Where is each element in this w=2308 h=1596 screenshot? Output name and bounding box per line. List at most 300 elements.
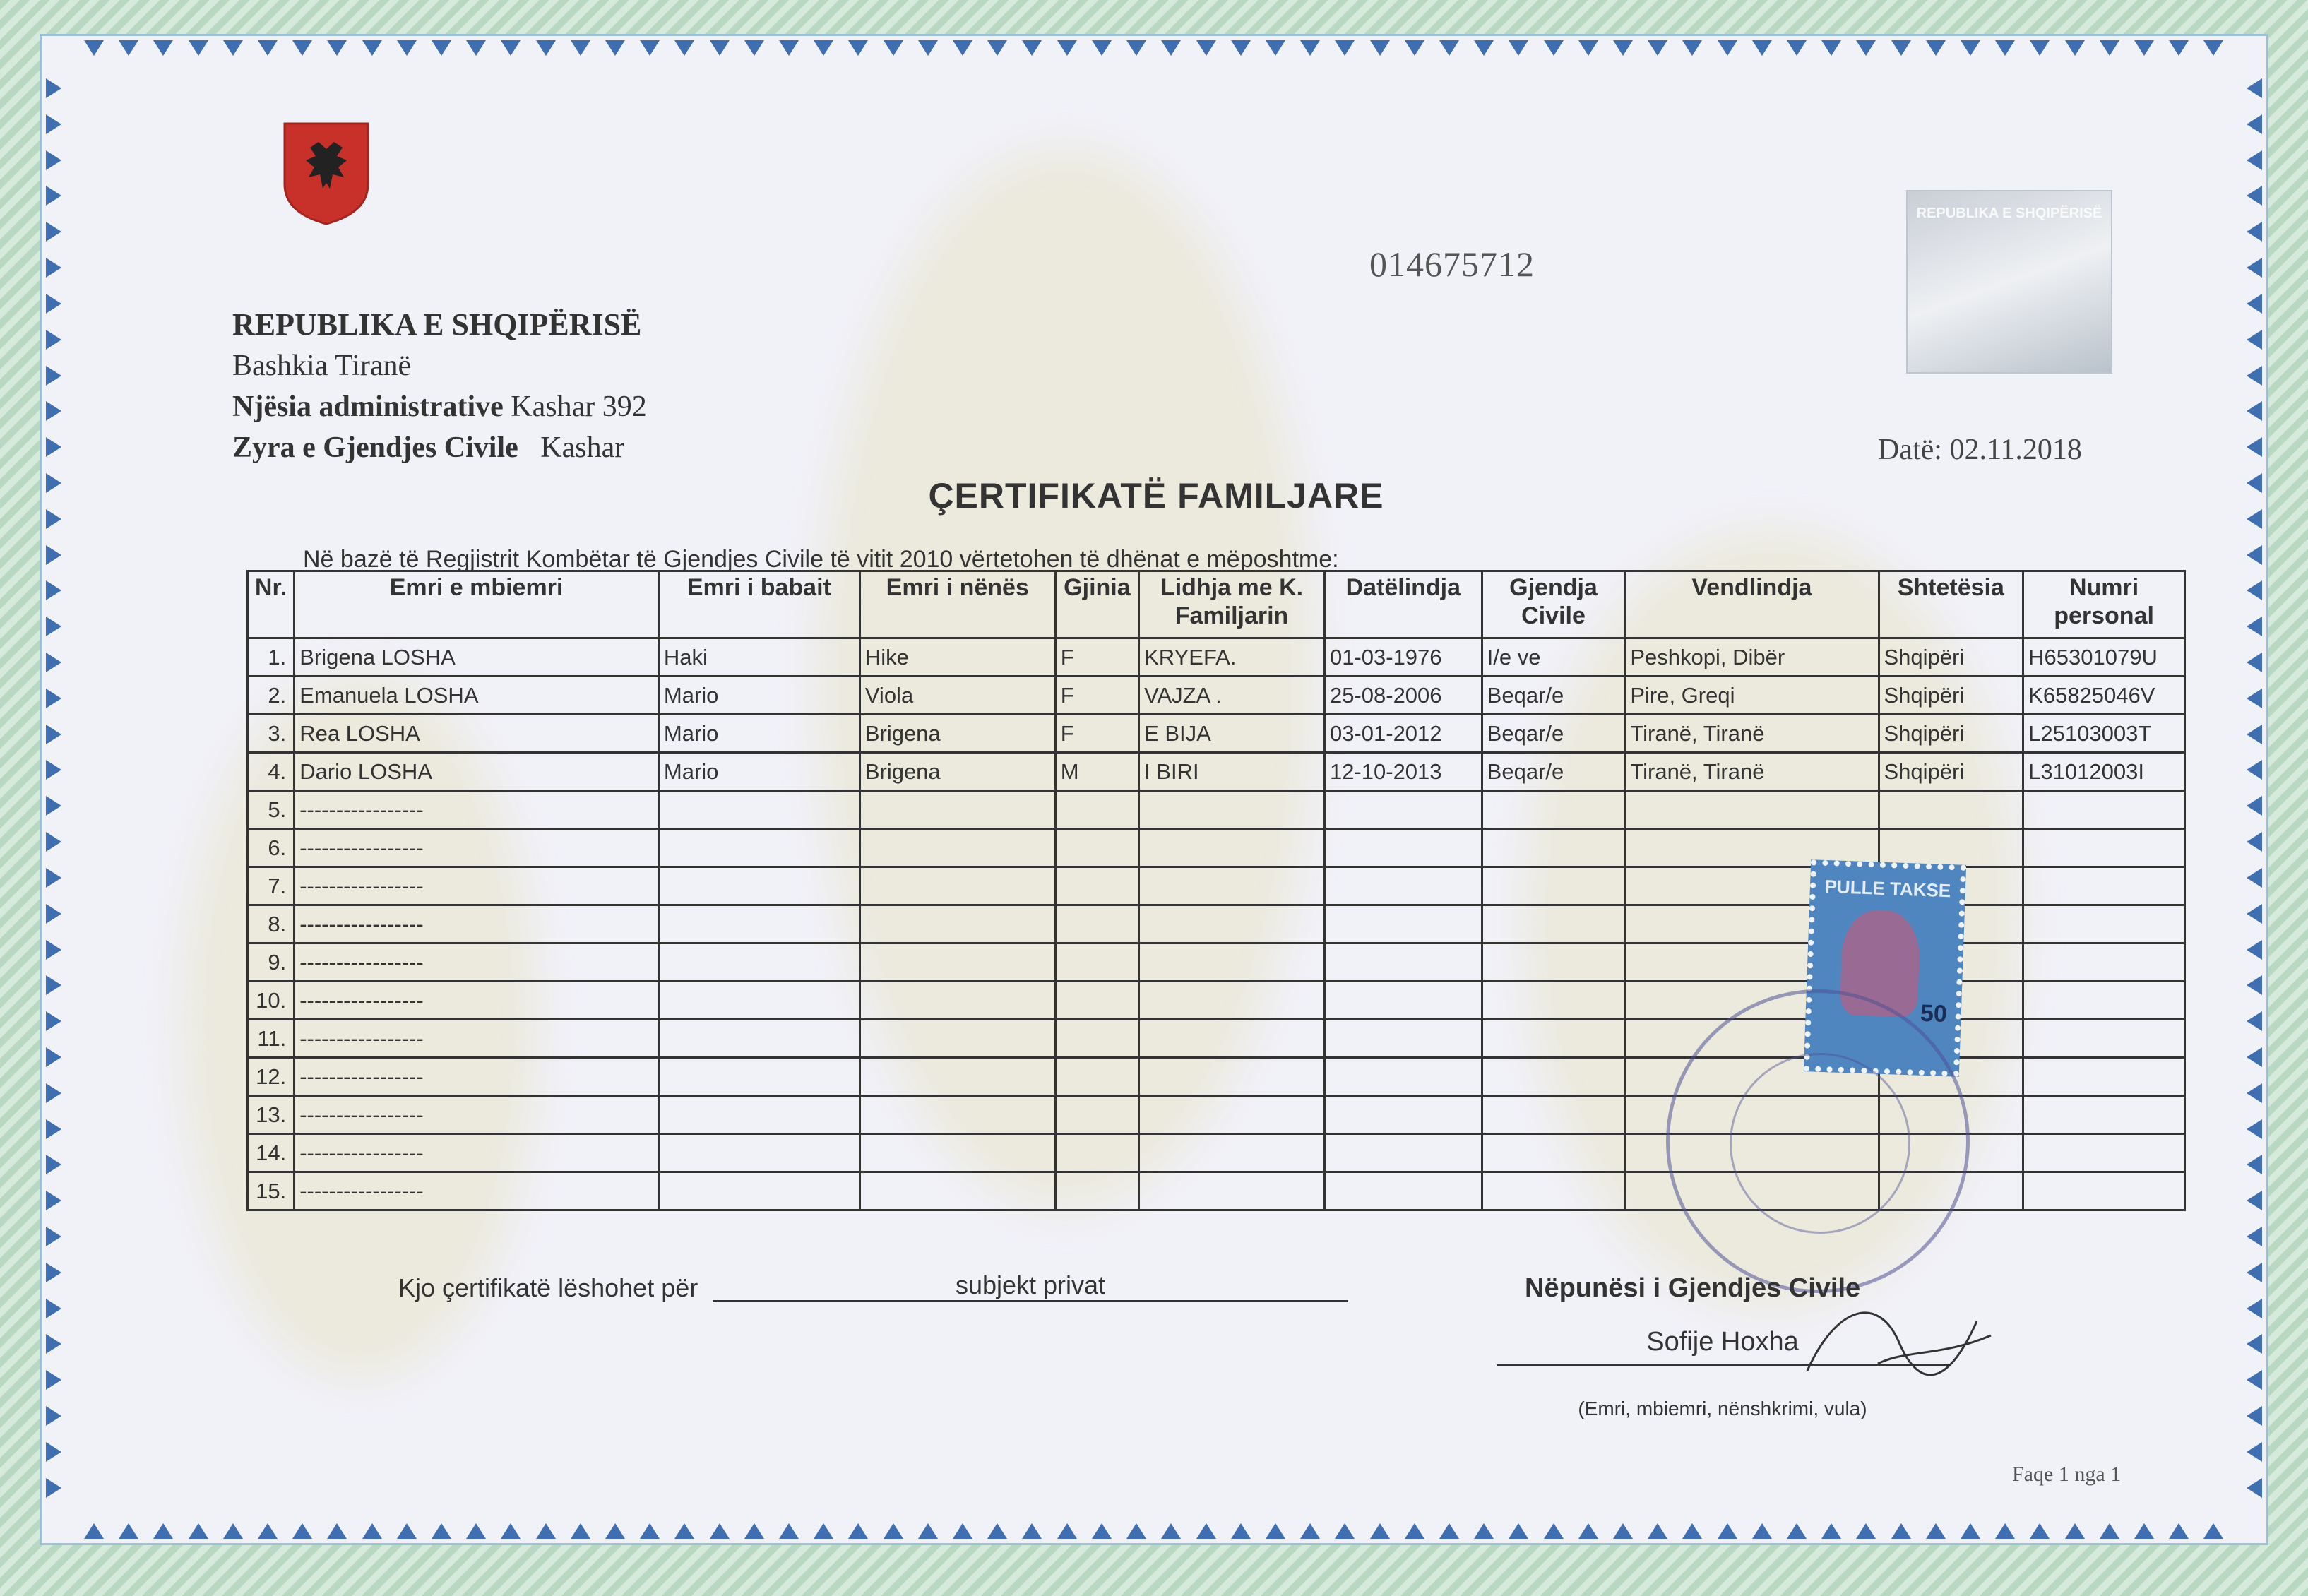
border-triangle — [501, 1523, 521, 1539]
border-triangle — [153, 1523, 173, 1539]
border-triangle — [884, 1523, 903, 1539]
table-cell — [658, 1172, 859, 1210]
border-triangle — [2247, 975, 2262, 995]
table-cell — [1482, 1058, 1625, 1096]
handwritten-signature — [1793, 1279, 2005, 1395]
border-triangle — [1405, 40, 1424, 56]
border-triangle — [1752, 40, 1772, 56]
border-triangle — [2247, 78, 2262, 98]
table-cell: Mario — [658, 753, 859, 791]
border-triangle — [46, 1406, 61, 1426]
table-row — [248, 677, 2185, 715]
border-triangle — [2065, 1523, 2085, 1539]
border-triangle — [2247, 653, 2262, 672]
table-cell — [1879, 829, 2023, 867]
border-triangle — [1613, 1523, 1633, 1539]
border-triangle — [1926, 40, 1946, 56]
border-triangle — [2247, 868, 2262, 888]
border-triangle — [2247, 617, 2262, 636]
border-triangle — [1439, 1523, 1459, 1539]
border-triangle — [1787, 40, 1807, 56]
table-row — [248, 791, 2185, 829]
border-triangle — [1057, 1523, 1077, 1539]
table-cell — [1324, 829, 1482, 867]
table-cell — [1324, 1058, 1482, 1096]
table-cell — [1055, 982, 1138, 1020]
border-triangle — [1022, 40, 1042, 56]
border-triangle — [46, 1370, 61, 1390]
border-triangle — [1821, 40, 1841, 56]
table-cell: ----------------- — [295, 1134, 659, 1172]
table-cell: L25103003T — [2023, 715, 2185, 753]
border-triangle — [710, 40, 730, 56]
border-triangle — [466, 40, 486, 56]
border-triangle — [1266, 1523, 1285, 1539]
border-triangle — [1335, 40, 1355, 56]
border-triangle — [571, 1523, 590, 1539]
border-triangle — [2247, 258, 2262, 278]
table-cell: Beqar/e — [1482, 677, 1625, 715]
border-triangle — [46, 78, 61, 98]
table-cell: F — [1055, 715, 1138, 753]
border-right-triangles — [2247, 78, 2262, 1498]
table-cell: Shqipëri — [1879, 638, 2023, 677]
border-top-triangles — [84, 40, 2224, 56]
border-triangle — [2247, 760, 2262, 780]
column-header: Emri i nënës — [859, 571, 1055, 638]
border-triangle — [2247, 904, 2262, 924]
table-cell — [1055, 905, 1138, 943]
border-triangle — [674, 1523, 694, 1539]
border-triangle — [640, 40, 660, 56]
table-cell: ----------------- — [295, 829, 659, 867]
document-title: ÇERTIFIKATË FAMILJARE — [928, 476, 1384, 516]
table-cell: Tiranë, Tiranë — [1625, 753, 1879, 791]
border-triangle — [46, 940, 61, 960]
table-cell — [859, 867, 1055, 905]
border-triangle — [46, 330, 61, 350]
border-triangle — [2065, 40, 2085, 56]
table-cell: 3. — [248, 715, 295, 753]
border-triangle — [1578, 1523, 1598, 1539]
table-cell — [1055, 791, 1138, 829]
border-triangle — [1161, 40, 1181, 56]
border-triangle — [189, 40, 208, 56]
table-cell — [1324, 1134, 1482, 1172]
table-cell — [2023, 1134, 2185, 1172]
table-cell — [859, 982, 1055, 1020]
table-cell — [658, 867, 859, 905]
border-triangle — [1509, 40, 1528, 56]
border-triangle — [779, 40, 799, 56]
table-cell — [2023, 1020, 2185, 1058]
table-cell: Dario LOSHA — [295, 753, 659, 791]
table-cell — [1055, 1020, 1138, 1058]
table-cell — [1482, 1134, 1625, 1172]
border-triangle — [46, 1334, 61, 1354]
border-triangle — [46, 1442, 61, 1462]
border-triangle — [2247, 1299, 2262, 1318]
border-triangle — [84, 1523, 104, 1539]
table-cell — [1482, 943, 1625, 982]
border-triangle — [46, 366, 61, 386]
seal-inner-ring — [1730, 1053, 1910, 1234]
issuer-country: REPUBLIKA E SHQIPËRISË — [232, 307, 642, 342]
column-header: Nr. — [248, 571, 295, 638]
table-cell: M — [1055, 753, 1138, 791]
table-cell — [2023, 943, 2185, 982]
border-triangle — [2247, 114, 2262, 134]
border-triangle — [2134, 1523, 2154, 1539]
border-triangle — [362, 1523, 382, 1539]
table-cell — [658, 1020, 859, 1058]
table-cell — [1139, 905, 1325, 943]
border-triangle — [397, 40, 417, 56]
border-triangle — [119, 1523, 138, 1539]
table-cell — [1139, 791, 1325, 829]
border-triangle — [987, 40, 1007, 56]
table-cell: VAJZA . — [1139, 677, 1325, 715]
border-triangle — [536, 40, 556, 56]
border-triangle — [1126, 40, 1146, 56]
column-header: Datëlindja — [1324, 571, 1482, 638]
table-cell — [658, 982, 859, 1020]
border-triangle — [189, 1523, 208, 1539]
table-cell — [658, 905, 859, 943]
border-triangle — [2247, 1478, 2262, 1498]
table-cell: 10. — [248, 982, 295, 1020]
albania-emblem-icon — [282, 121, 371, 227]
table-cell: ----------------- — [295, 867, 659, 905]
table-cell — [2023, 791, 2185, 829]
border-triangle — [84, 40, 104, 56]
border-triangle — [1891, 40, 1911, 56]
column-header: Vendlindja — [1625, 571, 1879, 638]
table-cell: Hike — [859, 638, 1055, 677]
certificate-paper — [40, 34, 2268, 1545]
border-triangle — [2247, 545, 2262, 565]
border-triangle — [46, 832, 61, 852]
table-cell — [1139, 982, 1325, 1020]
border-triangle — [2247, 330, 2262, 350]
table-cell: 9. — [248, 943, 295, 982]
table-cell: Rea LOSHA — [295, 715, 659, 753]
border-triangle — [1544, 1523, 1564, 1539]
table-cell — [859, 791, 1055, 829]
table-cell: Mario — [658, 677, 859, 715]
table-cell — [658, 829, 859, 867]
tax-stamp-value: 50 — [1920, 999, 1948, 1028]
table-cell: Beqar/e — [1482, 715, 1625, 753]
issuer-block — [232, 304, 647, 468]
border-triangle — [46, 114, 61, 134]
border-triangle — [397, 1523, 417, 1539]
table-cell — [1139, 1020, 1325, 1058]
border-triangle — [1474, 1523, 1494, 1539]
hologram-text: REPUBLIKA E SHQIPËRISË — [1916, 206, 2102, 221]
table-cell: Viola — [859, 677, 1055, 715]
table-cell — [859, 943, 1055, 982]
border-triangle — [1405, 1523, 1424, 1539]
border-triangle — [674, 40, 694, 56]
border-triangle — [46, 401, 61, 421]
table-cell — [1055, 1134, 1138, 1172]
table-cell — [1055, 867, 1138, 905]
table-cell — [859, 1134, 1055, 1172]
border-triangle — [2100, 1523, 2119, 1539]
border-triangle — [2247, 437, 2262, 457]
border-triangle — [1961, 40, 1980, 56]
column-header: Emri e mbiemri — [295, 571, 659, 638]
table-cell: Brigena LOSHA — [295, 638, 659, 677]
table-cell: KRYEFA. — [1139, 638, 1325, 677]
hologram-seal — [1906, 190, 2112, 374]
border-triangle — [432, 40, 451, 56]
table-cell — [658, 1134, 859, 1172]
border-triangle — [1891, 1523, 1911, 1539]
table-cell: 2. — [248, 677, 295, 715]
border-triangle — [640, 1523, 660, 1539]
border-triangle — [814, 40, 833, 56]
table-cell: Pire, Greqi — [1625, 677, 1879, 715]
table-cell: E BIJA — [1139, 715, 1325, 753]
border-triangle — [2169, 40, 2189, 56]
table-cell: 5. — [248, 791, 295, 829]
column-header: Emri i babait — [658, 571, 859, 638]
table-cell: Haki — [658, 638, 859, 677]
border-triangle — [1648, 1523, 1667, 1539]
table-cell: 14. — [248, 1134, 295, 1172]
border-triangle — [1092, 40, 1112, 56]
table-cell: ----------------- — [295, 1172, 659, 1210]
border-triangle — [466, 1523, 486, 1539]
table-cell: Beqar/e — [1482, 753, 1625, 791]
border-triangle — [46, 580, 61, 600]
table-cell — [1324, 1172, 1482, 1210]
border-triangle — [1370, 1523, 1390, 1539]
border-triangle — [327, 40, 347, 56]
table-cell — [1139, 943, 1325, 982]
table-cell: I/e ve — [1482, 638, 1625, 677]
border-triangle — [46, 1191, 61, 1210]
border-triangle — [2247, 725, 2262, 744]
table-cell — [1482, 829, 1625, 867]
table-cell: Shqipëri — [1879, 753, 2023, 791]
table-cell: F — [1055, 677, 1138, 715]
border-triangle — [1926, 1523, 1946, 1539]
border-triangle — [46, 760, 61, 780]
table-cell: 12. — [248, 1058, 295, 1096]
border-triangle — [46, 1478, 61, 1498]
table-cell — [1139, 1058, 1325, 1096]
border-triangle — [46, 1047, 61, 1067]
table-cell — [1055, 829, 1138, 867]
border-triangle — [46, 1083, 61, 1103]
intro-text: Në bazë të Regjistrit Kombëtar të Gjendjes Civile të vitit 2010 vërtetohen të dhënat e mëposhtme: — [303, 546, 1339, 573]
border-triangle — [953, 40, 972, 56]
border-bottom-triangles — [84, 1523, 2224, 1539]
border-triangle — [46, 689, 61, 708]
border-triangle — [1578, 40, 1598, 56]
border-triangle — [987, 1523, 1007, 1539]
border-triangle — [2247, 1191, 2262, 1210]
table-cell: 7. — [248, 867, 295, 905]
table-cell: ----------------- — [295, 1096, 659, 1134]
border-triangle — [744, 1523, 764, 1539]
table-cell — [1055, 943, 1138, 982]
border-triangle — [432, 1523, 451, 1539]
table-cell — [1625, 791, 1879, 829]
table-cell: K65825046V — [2023, 677, 2185, 715]
table-cell: 11. — [248, 1020, 295, 1058]
admin-unit-label: Njësia administrative — [232, 391, 504, 423]
border-triangle — [1787, 1523, 1807, 1539]
border-triangle — [501, 40, 521, 56]
border-triangle — [605, 40, 625, 56]
border-triangle — [953, 1523, 972, 1539]
border-triangle — [46, 1119, 61, 1139]
table-cell: 1. — [248, 638, 295, 677]
table-cell: Brigena — [859, 715, 1055, 753]
table-cell — [1482, 1096, 1625, 1134]
border-triangle — [1995, 40, 2015, 56]
border-triangle — [46, 294, 61, 314]
border-triangle — [2247, 1334, 2262, 1354]
table-cell — [859, 905, 1055, 943]
border-triangle — [779, 1523, 799, 1539]
table-cell — [1055, 1096, 1138, 1134]
border-triangle — [1196, 40, 1216, 56]
issuer-office — [232, 427, 647, 468]
table-cell: ----------------- — [295, 1020, 659, 1058]
border-triangle — [2203, 1523, 2223, 1539]
table-cell — [1139, 867, 1325, 905]
table-cell: Peshkopi, Dibër — [1625, 638, 1879, 677]
office-label: Zyra e Gjendjes Civile — [232, 431, 518, 464]
table-cell — [1324, 867, 1482, 905]
table-cell: I BIRI — [1139, 753, 1325, 791]
table-row — [248, 715, 2185, 753]
border-triangle — [1022, 1523, 1042, 1539]
table-cell — [1482, 1020, 1625, 1058]
officer-name: Sofije Hoxha — [1646, 1327, 1799, 1357]
admin-unit-value: Kashar 392 — [511, 391, 647, 423]
table-cell — [1055, 1172, 1138, 1210]
border-triangle — [1300, 40, 1320, 56]
border-triangle — [46, 653, 61, 672]
border-triangle — [710, 1523, 730, 1539]
table-cell — [2023, 982, 2185, 1020]
page-number: Faqe 1 nga 1 — [2012, 1463, 2122, 1486]
border-triangle — [46, 725, 61, 744]
border-triangle — [1266, 40, 1285, 56]
border-triangle — [292, 1523, 312, 1539]
table-cell: L31012003I — [2023, 753, 2185, 791]
border-triangle — [46, 186, 61, 206]
border-triangle — [1752, 1523, 1772, 1539]
column-header: Lidhja me K. Familjarin — [1139, 571, 1325, 638]
table-cell — [1139, 1172, 1325, 1210]
border-triangle — [46, 545, 61, 565]
issued-for-value: subjekt privat — [955, 1270, 1106, 1299]
table-cell — [1482, 791, 1625, 829]
table-cell — [1324, 1096, 1482, 1134]
table-cell — [1139, 1096, 1325, 1134]
signature-hint: (Emri, mbiemri, nënshkrimi, vula) — [1578, 1398, 1867, 1419]
border-triangle — [1821, 1523, 1841, 1539]
table-cell — [1482, 905, 1625, 943]
border-triangle — [814, 1523, 833, 1539]
border-triangle — [2247, 1227, 2262, 1246]
table-row — [248, 753, 2185, 791]
tax-stamp-label: PULLE TAKSE — [1824, 875, 1951, 902]
table-header-row — [248, 571, 2185, 638]
border-triangle — [1161, 1523, 1181, 1539]
border-triangle — [1613, 40, 1633, 56]
border-triangle — [2247, 796, 2262, 816]
table-row — [248, 638, 2185, 677]
border-triangle — [46, 904, 61, 924]
border-triangle — [918, 40, 938, 56]
table-cell — [2023, 829, 2185, 867]
column-header: Shtetësia — [1879, 571, 2023, 638]
border-triangle — [223, 1523, 243, 1539]
table-cell — [1482, 867, 1625, 905]
table-cell: ----------------- — [295, 1058, 659, 1096]
issued-for-label: Kjo çertifikatë lëshohet për — [398, 1273, 698, 1302]
border-triangle — [153, 40, 173, 56]
table-cell — [1324, 982, 1482, 1020]
border-triangle — [2247, 1011, 2262, 1031]
border-triangle — [2247, 1047, 2262, 1067]
border-triangle — [1126, 1523, 1146, 1539]
border-triangle — [1335, 1523, 1355, 1539]
border-triangle — [119, 40, 138, 56]
table-cell — [658, 943, 859, 982]
border-triangle — [258, 1523, 278, 1539]
border-triangle — [2247, 150, 2262, 170]
table-cell — [1324, 791, 1482, 829]
table-cell: 13. — [248, 1096, 295, 1134]
table-cell: F — [1055, 638, 1138, 677]
table-cell — [1482, 1172, 1625, 1210]
border-triangle — [46, 1299, 61, 1318]
table-cell: 25-08-2006 — [1324, 677, 1482, 715]
document-number: 014675712 — [1369, 244, 1535, 284]
border-triangle — [918, 1523, 938, 1539]
border-triangle — [2247, 940, 2262, 960]
column-header: Numri personal — [2023, 571, 2185, 638]
officer-title: Nëpunësi i Gjendjes Civile — [1525, 1273, 1861, 1303]
border-triangle — [46, 437, 61, 457]
table-cell — [859, 1096, 1055, 1134]
border-triangle — [2247, 294, 2262, 314]
border-triangle — [2247, 1155, 2262, 1174]
border-triangle — [2247, 580, 2262, 600]
border-triangle — [2247, 689, 2262, 708]
table-cell — [1879, 791, 2023, 829]
table-cell — [1324, 943, 1482, 982]
border-triangle — [292, 40, 312, 56]
column-header: Gjendja Civile — [1482, 571, 1625, 638]
table-cell: Shqipëri — [1879, 715, 2023, 753]
table-cell: ----------------- — [295, 905, 659, 943]
border-triangle — [46, 1227, 61, 1246]
table-cell — [658, 791, 859, 829]
issued-for-line — [713, 1300, 1348, 1302]
border-left-triangles — [46, 78, 61, 1498]
office-value: Kashar — [540, 431, 625, 464]
